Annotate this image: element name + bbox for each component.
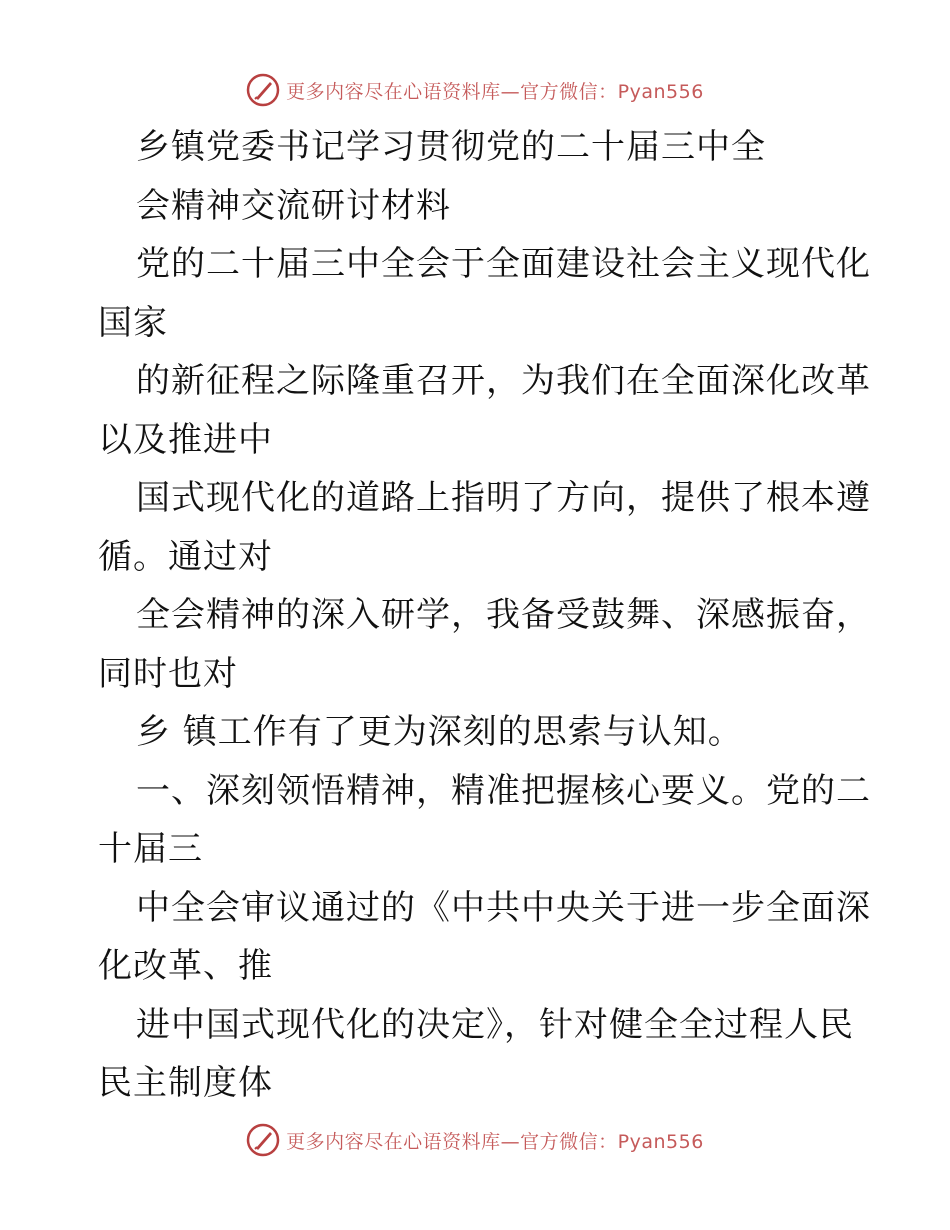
text-line: 全会精神的深入研学，我备受鼓舞、深感振奋， [136, 595, 871, 635]
text-line: 一、深刻领悟精神，精准把握核心要义。党的二 [136, 770, 871, 811]
footer-banner-text: 更多内容尽在心语资料库—官方微信：Pyan556 [286, 1130, 704, 1153]
text-line: 会精神交流研讨材料 [136, 185, 451, 226]
text-line: 同时也对 [98, 653, 238, 694]
text-line: 党的二十届三中全会于全面建设社会主义现代化 [136, 244, 871, 284]
header-banner [0, 70, 950, 110]
text-line: 民主制度体 [98, 1063, 273, 1103]
text-line: 中全会审议通过的《中共中央关于进一步全面深 [136, 887, 871, 928]
text-line: 进中国式现代化的决定》，针对健全全过程人民 [136, 1004, 854, 1045]
text-line: 的新征程之际隆重召开，为我们在全面深化改革 [136, 361, 871, 401]
text-line: 十届三 [98, 829, 203, 869]
quill-circle-logo-icon [246, 73, 280, 107]
footer-banner [0, 1120, 950, 1160]
text-line: 循。通过对 [98, 536, 273, 577]
text-line: 以及推进中 [98, 419, 273, 460]
text-line: 乡 镇工作有了更为深刻的思索与认知。 [136, 712, 743, 752]
header-banner-text: 更多内容尽在心语资料库—官方微信：Pyan556 [286, 80, 704, 103]
text-line: 化改革、推 [98, 946, 273, 986]
text-line: 国式现代化的道路上指明了方向，提供了根本遵 [136, 478, 871, 518]
quill-circle-logo-icon [246, 1123, 280, 1157]
text-line: 乡镇党委书记学习贯彻党的二十届三中全 [136, 127, 766, 167]
document-body [98, 118, 871, 1113]
text-line: 国家 [98, 302, 168, 343]
